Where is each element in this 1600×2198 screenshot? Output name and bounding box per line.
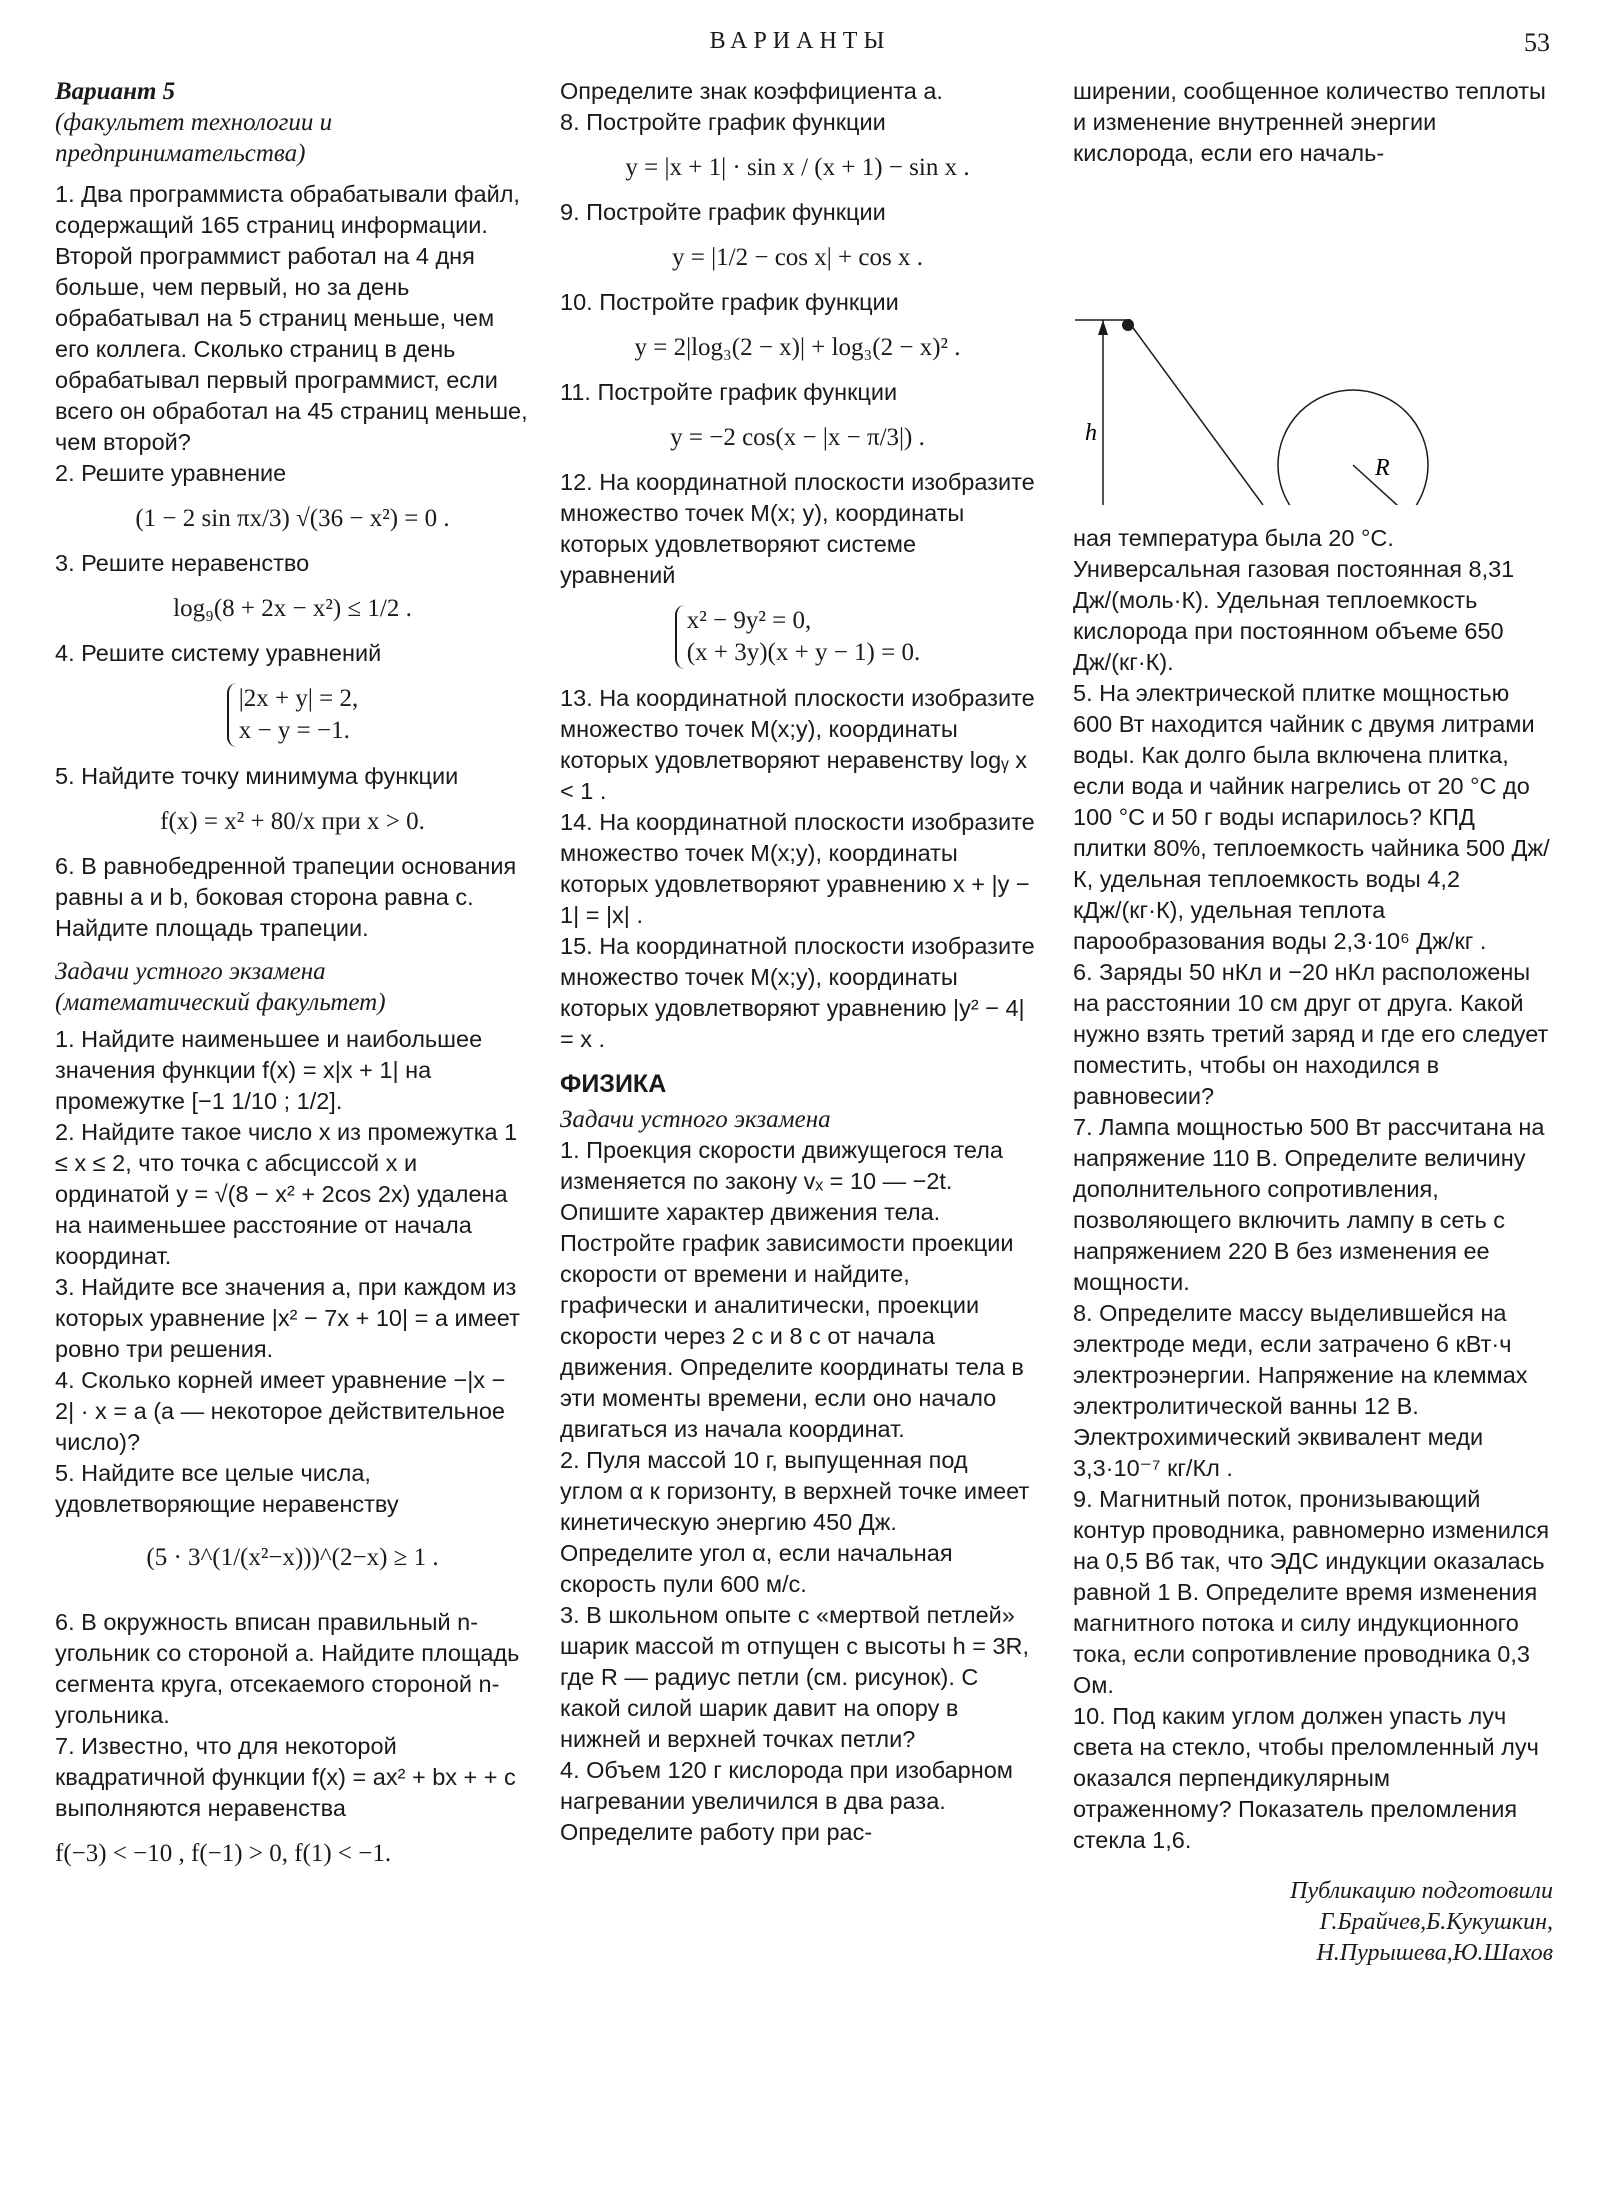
signature-line-1: Публикацию подготовили (1290, 1878, 1553, 1904)
problem-4: 4. Решите систему уравнений (55, 640, 382, 666)
system-eq-1: |2x + y| = 2, (238, 685, 359, 712)
physics-subtitle: Задачи устного экзамена (560, 1106, 831, 1133)
problem-9: 9. Постройте график функции (560, 199, 886, 225)
system-eq-1: x² − 9y² = 0, (686, 607, 812, 634)
physics-problem-7: 7. Лампа мощностью 500 Вт рассчитана на напряжение 110 В. Определите величину дополнительного сопротивления, позволяющего включить лампу в сеть с напряжением 220 В без изменения ее мощности. (1073, 1114, 1545, 1295)
formula-11: y = −2 cos(x − |x − π/3|) . (670, 424, 925, 451)
physics-problem-4: 4. Объем 120 г кислорода при изобарном нагревании увеличился в два раза. Определите работу при рас- (560, 1757, 1013, 1845)
oral-problem-3: 3. Найдите все значения a, при каждом из которых уравнение |x² − 7x + 10| = a имеет ровно три решения. (55, 1274, 520, 1362)
column-3 (1073, 76, 1553, 1969)
continuation-text-2: ная температура была 20 °С. Универсальная газовая постоянная 8,31 Дж/(моль·К). Удельная теплоемкость кислорода при постоянном объеме 650 Дж/(кг·К). (1073, 525, 1515, 675)
formula-12 (560, 605, 1035, 669)
ball (1122, 319, 1134, 331)
problem-3: 3. Решите неравенство (55, 550, 310, 576)
oral-exam-title: Задачи устного экзамена (55, 958, 326, 985)
problem-1: 1. Два программиста обрабатывали файл, содержащий 165 страниц информации. Второй программист работал на 4 дня больше, чем первый, но за день обрабатывал на 5 страниц меньше, чем его коллега. Сколько страниц в день обрабатывал первый программист, если всего он обработал на 45 страниц меньше, чем второй? (55, 181, 528, 455)
oral-problem-7: 7. Известно, что для некоторой квадратичной функции f(x) = ax² + bx + + c выполняются неравенства (55, 1733, 516, 1821)
oral-problem-1: 1. Найдите наименьшее и наибольшее значения функции f(x) = x|x + 1| на промежутке [−1 1/10 ; 1/2]. (55, 1026, 483, 1114)
radius-label: R (1375, 455, 1390, 481)
oral-problem-5: 5. Найдите все целые числа, удовлетворяющие неравенству (55, 1460, 399, 1517)
variant-title: Вариант 5 (55, 78, 176, 105)
physics-problem-3: 3. В школьном опыте с «мертвой петлей» шарик массой m отпущен с высоты h = 3R, где R — радиус петли (см. рисунок). С какой силой шарик давит на опору в нижней и верхней точках петли? (560, 1602, 1030, 1752)
physics-problem-8: 8. Определите массу выделившейся на электроде меди, если затрачено 6 кВт·ч электроэнергии. Напряжение на клеммах электролитической ванны 12 В. Электрохимический эквивалент меди 3,3·10⁻⁷ кг/Кл . (1073, 1300, 1528, 1481)
height-arrow-top (1098, 320, 1108, 335)
problem-8: 8. Постройте график функции (560, 109, 886, 135)
physics-problem-2: 2. Пуля массой 10 г, выпущенная под углом α к горизонту, в верхней точке имеет кинетическую энергию 450 Дж. Определите угол α, если начальная скорость пули 600 м/с. (560, 1447, 1030, 1597)
formula-9: y = |1/2 − cos x| + cos x . (672, 244, 923, 271)
problem-12: 12. На координатной плоскости изобразите множество точек M(x; y), координаты которых удовлетворяют системе уравнений (560, 469, 1035, 588)
formula-oral-7: f(−3) < −10 , f(−1) > 0, f(1) < −1. (55, 1840, 392, 1867)
system-eq-2: (x + 3y)(x + y − 1) = 0. (686, 639, 921, 666)
physics-problem-1: 1. Проекция скорости движущегося тела изменяется по закону vₓ = 10 — −2t. Опишите характер движения тела. Постройте график зависимости проекции скорости от времени и найдите, графически и аналитически, проекции скорости через 2 с и 8 с от начала движения. Определите координаты тела в эти моменты времени, если оно начало двигаться из начала координат. (560, 1137, 1024, 1442)
physics-section-title: ФИЗИКА (560, 1070, 667, 1098)
formula-8: y = |x + 1| · sin x / (x + 1) − sin x . (625, 154, 970, 181)
page-header (0, 28, 1600, 68)
problem-11: 11. Постройте график функции (560, 379, 898, 405)
oral-problem-2: 2. Найдите такое число x из промежутка 1 ≤ x ≤ 2, что точка с абсциссой x и ординатой y = √(8 − x² + 2cos 2x) удалена на наименьшее расстояние от начала координат. (55, 1119, 518, 1269)
problem-10: 10. Постройте график функции (560, 289, 899, 315)
physics-problem-6: 6. Заряды 50 нКл и −20 нКл расположены на расстоянии 10 см друг от друга. Какой нужно взять третий заряд и где его следует поместить, чтобы он находился в равновесии? (1073, 959, 1549, 1109)
ramp-line (1131, 325, 1263, 505)
formula-4 (55, 683, 530, 747)
physics-problem-9: 9. Магнитный поток, пронизывающий контур проводника, равномерно изменился на 0,5 Вб так, что ЭДС индукции оказалась равной 1 В. Определите время изменения магнитного потока и силу индукционного тока, если сопротивление проводника 0,3 Ом. (1073, 1486, 1550, 1698)
problem-15: 15. На координатной плоскости изобразите множество точек M(x;y), координаты которых удовлетворяют уравнению |y² − 4| = x . (560, 933, 1035, 1052)
variant-subtitle: (факультет технологии и предпринимательства) (55, 109, 333, 167)
problem-5: 5. Найдите точку минимума функции (55, 763, 459, 789)
problem-2: 2. Решите уравнение (55, 460, 287, 486)
oral-problem-6: 6. В окружность вписан правильный n-угольник со стороной a. Найдите площадь сегмента круга, отсекаемого стороной n-угольника. (55, 1609, 520, 1728)
loop-circle (1278, 390, 1428, 505)
column-2 (560, 76, 1035, 1848)
continuation-text: ширении, сообщенное количество теплоты и изменение внутренней энергии кислорода, если его началь- (1073, 78, 1546, 166)
continuation-text: Определите знак коэффициента a. (560, 78, 943, 104)
oral-exam-subtitle: (математический факультет) (55, 989, 386, 1016)
signature-line-3: Н.Пурышева,Ю.Шахов (1316, 1940, 1553, 1966)
formula-3: log₉(8 + 2x − x²) ≤ 1/2 . (173, 595, 412, 622)
problem-13: 13. На координатной плоскости изобразите множество точек M(x;y), координаты которых удовлетворяют неравенству logᵧ x < 1 . (560, 685, 1035, 804)
problem-14: 14. На координатной плоскости изобразите множество точек M(x;y), координаты которых удовлетворяют уравнению x + |y − 1| = |x| . (560, 809, 1035, 928)
physics-problem-5: 5. На электрической плитке мощностью 600 Вт находится чайник с двумя литрами воды. Как долго была включена плитка, если вода и чайник нагрелись от 20 °С до 100 °С и 50 г воды испарилось? КПД плитки 80%, теплоемкость чайника 500 Дж/К, удельная теплоемкость воды 4,2 кДж/(кг·К), удельная теплота парообразования воды 2,3·10⁶ Дж/кг . (1073, 680, 1550, 954)
running-title: ВАРИАНТЫ (709, 28, 891, 54)
column-1 (55, 76, 530, 1883)
signature-line-2: Г.Брайчев,Б.Кукушкин, (1319, 1909, 1553, 1935)
formula-oral-5: (5 · 3^(1/(x²−x)))^(2−x) ≥ 1 . (146, 1544, 439, 1571)
oral-problem-4: 4. Сколько корней имеет уравнение −|x − 2| · x = a (a — некоторое действительное число)? (55, 1367, 506, 1455)
dead-loop-figure (1073, 175, 1553, 505)
page-number: 53 (1524, 28, 1550, 57)
system-eq-2: x − y = −1. (238, 717, 350, 744)
formula-2: (1 − 2 sin πx/3) √(36 − x²) = 0 . (135, 505, 450, 532)
formula-10: y = 2|log₃(2 − x)| + log₃(2 − x)² . (634, 334, 961, 361)
height-label: h (1085, 420, 1097, 446)
problem-6: 6. В равнобедренной трапеции основания равны a и b, боковая сторона равна c. Найдите площадь трапеции. (55, 853, 517, 941)
physics-problem-10: 10. Под каким углом должен упасть луч света на стекло, чтобы преломленный луч оказался перпендикулярным отраженному? Показатель преломления стекла 1,6. (1073, 1703, 1539, 1853)
formula-5: f(x) = x² + 80/x при x > 0. (160, 808, 425, 835)
